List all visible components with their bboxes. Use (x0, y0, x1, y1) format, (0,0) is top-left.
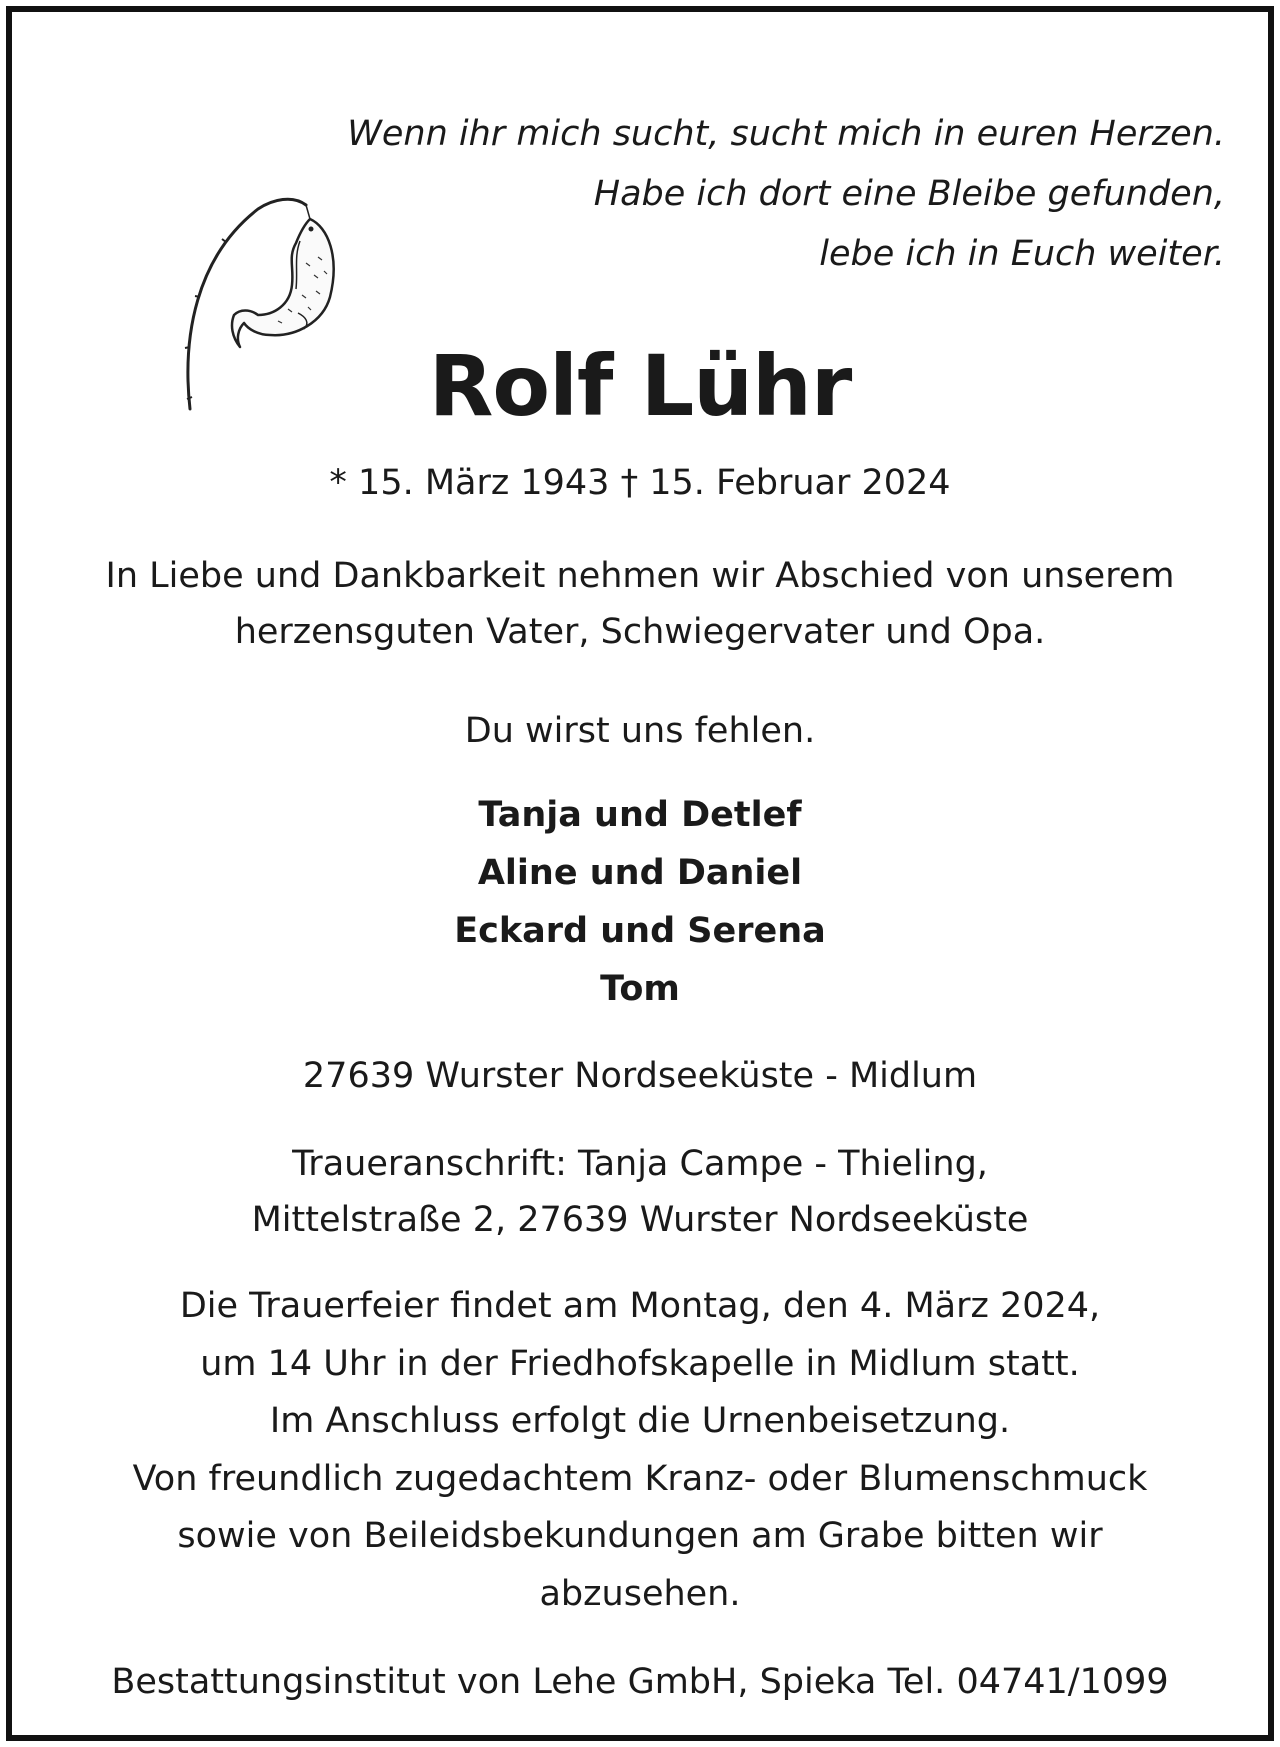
service-details (52, 1278, 1228, 1623)
service-line: um 14 Uhr in der Friedhofskapelle in Midlum statt. (200, 1343, 1080, 1384)
funeral-home: Bestattungsinstitut von Lehe GmbH, Spieka Tel. 04741/1099 (111, 1662, 1169, 1702)
quote-line: Wenn ihr mich sucht, sucht mich in euren Herzen. (347, 114, 1225, 154)
mourning-address (52, 1136, 1228, 1248)
service-line: Die Trauerfeier findet am Montag, den 4. März 2024, (179, 1286, 1101, 1326)
mourner-name: Tanja und Detlef (478, 795, 802, 835)
service-line: sowie von Beileidsbekundungen am Grabe bitten wir (177, 1516, 1103, 1556)
closing-line: Du wirst uns fehlen. (464, 711, 816, 751)
intro-line: In Liebe und Dankbarkeit nehmen wir Abschied von unserem (105, 556, 1175, 596)
quote-line: lebe ich in Euch weiter. (819, 234, 1225, 274)
farewell-intro (52, 548, 1228, 660)
service-line: Im Anschluss erfolgt die Urnenbeisetzung. (269, 1401, 1011, 1441)
mourner-name: Aline und Daniel (477, 853, 803, 893)
address-line: Traueranschrift: Tanja Campe - Thieling, (292, 1144, 988, 1184)
address-line: Mittelstraße 2, 27639 Wurster Nordseeküste (251, 1200, 1029, 1240)
service-line: Von freundlich zugedachtem Kranz- oder Blumenschmuck (132, 1458, 1148, 1499)
service-line: abzusehen. (539, 1573, 741, 1614)
deceased-name: Rolf Lühr (428, 337, 852, 435)
mourner-name: Eckard und Serena (454, 911, 826, 951)
mourners-list (12, 786, 1268, 1018)
intro-line: herzensguten Vater, Schwiegervater und Opa. (234, 612, 1046, 652)
location: 27639 Wurster Nordseeküste - Midlum (302, 1056, 978, 1096)
memorial-quote (347, 104, 1225, 284)
life-dates: * 15. März 1943 † 15. Februar 2024 (329, 463, 951, 503)
mourner-name: Tom (600, 969, 680, 1009)
obituary-notice (12, 12, 1268, 1735)
quote-line: Habe ich dort eine Bleibe gefunden, (593, 174, 1225, 214)
obituary-frame (6, 6, 1274, 1741)
